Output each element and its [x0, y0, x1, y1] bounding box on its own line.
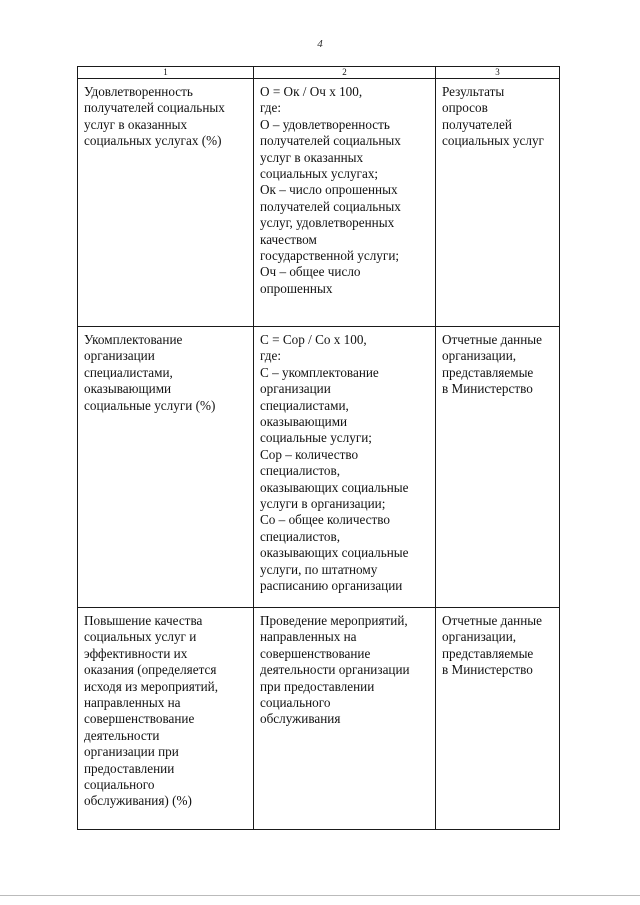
column-header-2: 2: [254, 67, 436, 79]
table-header-row: [78, 67, 560, 79]
formula-cell: О = Ок / Оч х 100, где: О – удовлетворенность получателей социальных услуг в оказанных социальных услугах; Ок – число опрошенных получателей социальных услуг, удовлетворенных качеством государственной услуги; Оч – общее число опрошенных: [254, 79, 436, 327]
column-header-1: 1: [78, 67, 254, 79]
indicator-cell: Укомплектование организации специалистами, оказывающими социальные услуги (%): [78, 327, 254, 608]
source-cell: Отчетные данные организации, представляемые в Министерство: [436, 608, 560, 830]
column-header-3: 3: [436, 67, 560, 79]
table-row: [78, 608, 560, 830]
table-row: [78, 79, 560, 327]
source-cell: Результаты опросов получателей социальных услуг: [436, 79, 560, 327]
formula-cell: С = Сор / Со х 100, где: С – укомплектование организации специалистами, оказывающими социальные услуги; Сор – количество специалистов, оказывающих социальные услуги в организации; Со – общее количество специалистов, оказывающих социальные услуги, по штатному расписанию организации: [254, 327, 436, 608]
indicator-cell: Удовлетворенность получателей социальных услуг в оказанных социальных услугах (%): [78, 79, 254, 327]
page-bottom-edge: [0, 895, 640, 896]
indicators-table: [77, 66, 560, 830]
source-cell: Отчетные данные организации, представляемые в Министерство: [436, 327, 560, 608]
page-number: 4: [317, 38, 323, 50]
indicator-cell: Повышение качества социальных услуг и эффективности их оказания (определяется исходя из мероприятий, направленных на совершенствование деятельности организации при предоставлении социального обслуживания) (%): [78, 608, 254, 830]
formula-cell: Проведение мероприятий, направленных на совершенствование деятельности организации при предоставлении социального обслуживания: [254, 608, 436, 830]
table-row: [78, 327, 560, 608]
